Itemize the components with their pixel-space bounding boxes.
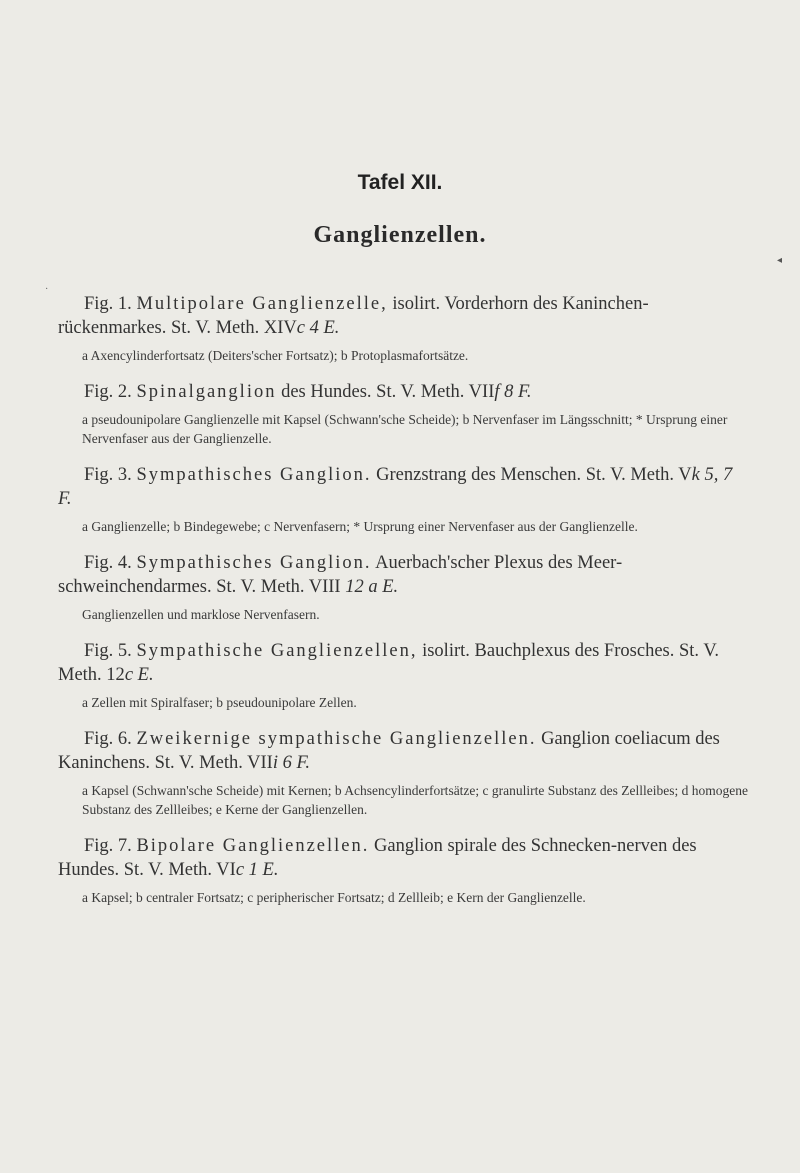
figure-legend: a pseudounipolare Ganglienzelle mit Kapsel (Schwann'sche Scheide); b Nervenfaser im Längsschnitt; * Ursprung einer Nervenfaser aus der Ganglienzelle. <box>82 412 728 446</box>
figure-number: Fig. 4. <box>84 553 132 573</box>
figure-name: Sympathisches Ganglion. <box>136 553 372 573</box>
magnification: 4 E. <box>304 318 340 338</box>
margin-dot: · <box>45 284 49 295</box>
method-suffix: c <box>124 665 134 685</box>
figure-3 <box>58 463 748 536</box>
magnification: 1 E. <box>244 860 279 880</box>
figure-description: isolirt. Bauchplexus des Frosches. St. V. Meth. 12 <box>58 641 719 685</box>
figure-legend: a Kapsel; b centraler Fortsatz; c peripherischer Fortsatz; d Zellleib; e Kern der Ganglienzelle. <box>82 890 586 905</box>
figure-number: Fig. 3. <box>84 465 132 485</box>
magnification: 5, 7 F. <box>58 465 733 509</box>
figure-number: Fig. 7. <box>84 836 132 856</box>
figure-number: Fig. 5. <box>84 641 132 661</box>
figure-description: Ganglion coeliacum des Kaninchens. St. V. Meth. VII <box>58 729 720 773</box>
figure-legend: a Axencylinderfortsatz (Deiters'scher Fortsatz); b Protoplasmafortsätze. <box>82 348 469 363</box>
figure-2 <box>58 380 748 448</box>
magnification: 6 F. <box>277 753 310 773</box>
magnification: 8 F. <box>499 382 532 402</box>
figure-heading <box>58 834 748 882</box>
figure-legend: a Kapsel (Schwann'sche Scheide) mit Kernen; b Achsencylinderfortsätze; c granulirte Substanz des Zellleibes; d homogene Substanz des Zellleibes; e Kerne der Ganglienzellen. <box>82 783 748 817</box>
figure-1 <box>58 292 748 365</box>
figure-5 <box>58 639 748 712</box>
figure-name: Spinalganglion <box>136 382 277 402</box>
figure-name: Sympathisches Ganglion. <box>136 465 372 485</box>
figure-name: Zweikernige sympathische Ganglienzellen. <box>136 729 537 749</box>
figure-heading <box>58 380 748 404</box>
figure-number: Fig. 2. <box>84 382 132 402</box>
figure-name: Bipolare Ganglienzellen. <box>136 836 370 856</box>
figure-number: Fig. 1. <box>84 294 132 314</box>
method-suffix: k <box>691 465 700 485</box>
method-suffix: i <box>272 753 278 773</box>
figure-number: Fig. 6. <box>84 729 132 749</box>
method-suffix: c <box>296 318 305 338</box>
figure-list <box>58 292 748 922</box>
figure-legend: a Ganglienzelle; b Bindegewebe; c Nervenfasern; * Ursprung einer Nervenfaser aus der Ganglienzelle. <box>82 519 638 534</box>
figure-description: Ganglion spirale des Schnecken-nerven des Hundes. St. V. Meth. VI <box>58 836 697 880</box>
figure-description: Grenzstrang des Menschen. St. V. Meth. V <box>371 465 692 485</box>
figure-heading <box>58 727 748 775</box>
figure-heading <box>58 551 748 599</box>
figure-6 <box>58 727 748 819</box>
magnification: 12 a E. <box>340 577 399 597</box>
figure-4 <box>58 551 748 624</box>
method-suffix: f <box>494 382 500 402</box>
figure-name: Multipolare Ganglienzelle, <box>136 294 388 314</box>
plate-label: Tafel XII. <box>357 171 443 194</box>
figure-7 <box>58 834 748 907</box>
figure-heading <box>58 292 748 340</box>
figure-legend: Ganglienzellen und marklose Nervenfasern. <box>82 607 320 622</box>
figure-heading <box>58 463 748 511</box>
method-suffix: c <box>235 860 245 880</box>
figure-heading <box>58 639 748 687</box>
figure-description: isolirt. Vorderhorn des Kaninchen-rückenmarkes. St. V. Meth. XIV <box>58 294 649 338</box>
figure-name: Sympathische Ganglienzellen, <box>136 641 418 661</box>
magnification: E. <box>133 665 154 685</box>
figure-legend: a Zellen mit Spiralfaser; b pseudounipolare Zellen. <box>82 695 357 710</box>
figure-description: des Hundes. St. V. Meth. VII <box>276 382 495 402</box>
plate-title: Ganglienzellen. <box>313 222 487 248</box>
margin-mark: ◂ <box>777 255 783 266</box>
figure-description: Auerbach'scher Plexus des Meer-schweinchendarmes. St. V. Meth. VIII <box>58 553 623 597</box>
